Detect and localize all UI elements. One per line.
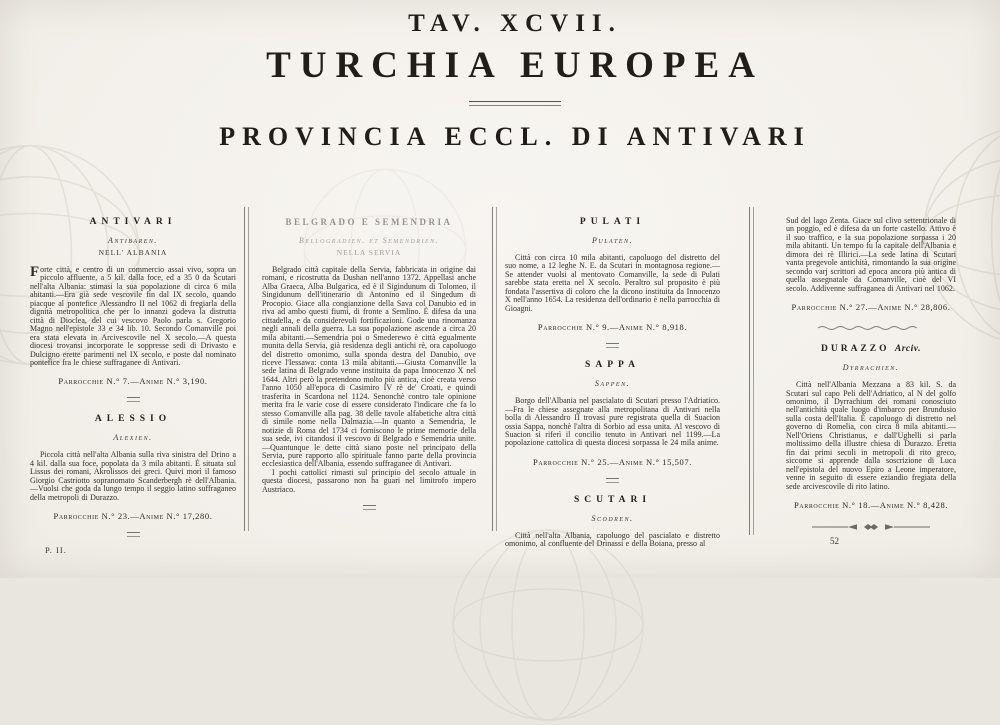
plate-number: TAV. XCVII.: [408, 10, 622, 37]
pulati-text: Città con circa 10 mila abitanti, capoluogo del distretto del suo nome, a 12 leghe N. E. da Scutari in montagnosa regione.—Se attender vuolsi al mentovato Comanville, la sede di Pulati sarebbe stata eretta nel X secolo. Peraltro sul proposito è più fondata l'assertiva di coloro che la dicono instituita da Innocenzo X nell'anno 1654. La residenza dell'ordinario è nella parrocchia di Gioagni.: [505, 253, 720, 313]
section-belgrado: [262, 217, 476, 494]
section-alessio: [30, 414, 236, 521]
region-antivari: NELL' ALBANIA: [98, 248, 168, 257]
column-divider: [492, 207, 497, 531]
section-scutari: [505, 495, 720, 549]
heading-suffix-arciv: Arciv.: [894, 344, 922, 355]
page-subtitle: PROVINCIA ECCL. DI ANTIVARI: [219, 121, 811, 151]
page-header: [30, 10, 1000, 152]
latin-name-belgrado: Bellogradien. et Semendrien.: [298, 236, 440, 245]
section-divider: [606, 478, 619, 483]
latin-name-pulati: Pulaten.: [591, 236, 633, 245]
section-divider: [127, 397, 140, 402]
latin-name-durazzo: Dyrrachien.: [842, 363, 900, 373]
antivari-text: Forte città, e centro di un commercio assai vivo, sopra un piccolo affluente, a 5 kil. dalla foce, ed a 35 0 da Scutari nell'alta Albania: stimasi la sua popolazione di circa 6 mila abitanti.—Era già sede vescovile fin dal IX secolo, quando piacque al pontefice Alessandro II nel 1062 di fregiarla della dignità metropolitica che per lo innanzi godeva la distrutta città di Dioclea, del cui vescovo Paolo parla s. Gregorio Magno nell'epistole 33 e 34 lib. 10. Secondo Comanville poi era stata elevata in Arcivescovile nel X secolo.—A questa diocesi trovansi incorporate le soppresse sedi di Drivasto e Dulcigno erette parimenti nel IX secolo, e poste dal nominato pontefice fra le chiese suffraganee di Antivari.: [30, 264, 236, 367]
column-1: [30, 205, 236, 537]
wavy-divider: [816, 325, 926, 331]
section-divider: [363, 505, 376, 510]
plate-footer-label: P. II.: [45, 545, 67, 555]
alessio-stats: Parrocchie N.° 23.—Anime N.° 17,280.: [53, 511, 213, 522]
section-divider: [606, 343, 619, 348]
column-divider: [244, 207, 249, 531]
end-ornament: [812, 523, 930, 531]
durazzo-text: Città nell'Albania Mezzana a 83 kil. S. da Scutari sul capo Peli dell'Adriatico, al N del golfo omonimo, il Dyrrachium dei romani conosciuto nell'antichità quale luogo d'imbarco per Brundusio sulla costa dell'Italia. È capoluogo di distretto nel governo di Romelia, con circa 8 mila abitanti.—Nell'Oriens Christianus, e dall'Ughelli si parla moltissimo della illustre chiesa di Durazzo. Eretta fin dai primi secoli in metropoli di rito greco, siccome si apprende dalla soscrizione di Luca nell'epistola del nuovo Epiro a Leone imperatore, venne in seguito di essere eziandio fregiata della sede arcivescovile di rito latino.: [786, 380, 956, 491]
section-durazzo: [786, 344, 956, 510]
section-heading-durazzo: DURAZZO Arciv.: [820, 344, 922, 355]
section-heading-sappa: SAPPA: [585, 360, 640, 371]
section-divider: [127, 532, 140, 537]
drop-cap: F: [30, 264, 40, 280]
section-heading-pulati: PULATI: [579, 217, 646, 227]
section-antivari: [30, 217, 236, 386]
latin-name-alessio: Alexien.: [113, 433, 153, 443]
section-heading-scutari: SCUTARI: [573, 494, 652, 505]
section-pulati: [505, 217, 720, 332]
sappa-text: Borgo dell'Albania nel pascialato di Scutari presso l'Adriatico.—Fra le chiese assegnate alla metropolitana di Antivari nella bolla di Alessandro II trovasi pure registrata quella di Suacion ossia Sappa, nonchè l'altra di Sorbio ad essa unita. Al vescovo di Suacion si riferì il concilio tenuto in Antivari nel 1199.—La popolazione cattolica di questa diocesi sorpassa le 24 mila anime.: [505, 396, 720, 448]
latin-name-sappa: Sappen.: [594, 379, 631, 389]
column-divider: [749, 207, 754, 535]
title-divider: [469, 101, 561, 106]
durazzo-stats: Parrocchie N.° 18.—Anime N.° 8,428.: [793, 499, 949, 510]
column-3: [505, 205, 720, 549]
scutari-text-end: Sud del lago Zenta. Giace sul clivo settentrionale di un poggio, ed è difesa da un forte castello. Attivo è il suo traffico, e la sua popolazione sorpassa i 20 mila abitanti. Un tempo fu la capitale dell'Albania e dimora dei rè Illirici.—La sede latina di Scutari vanta pregevole antichità, rimontando la sua origine secondo varj scrittori ad epoca ancora più antica di quella assegnatale da Comanville, cioè del VI secolo. Addivenne suffraganea di Antivari nel 1062.: [786, 216, 956, 293]
antivari-stats: Parrocchie N.° 7.—Anime N.° 3,190.: [58, 376, 208, 387]
globe-watermark-bottom: [448, 525, 648, 725]
page-number: 52: [830, 536, 839, 546]
section-heading-antivari: ANTIVARI: [89, 217, 177, 227]
sappa-stats: Parrocchie N.° 25.—Anime N.° 15,507.: [533, 456, 692, 467]
scutari-stats: Parrocchie N.° 27.—Anime N.° 28,806.: [791, 302, 951, 313]
region-belgrado: NELLA SERVIA: [336, 248, 402, 257]
section-scutari-continued: [786, 217, 956, 312]
section-heading-belgrado: BELGRADO E SEMENDRIA: [285, 217, 453, 227]
scutari-text-start: Città nell'alta Albania, capoluogo del pascialato e distretto omonimo, al confluente del Drinassi e della Boiana, presso al: [505, 530, 720, 549]
section-heading-alessio: ALESSIO: [94, 414, 172, 425]
belgrado-text-2: I pochi cattolici rimasti sul principio del secolo attuale in questa diocesi, passarono non ha guari nel limitrofo impero Austriaco.: [262, 467, 476, 494]
section-sappa: [505, 360, 720, 467]
pulati-stats: Parrocchie N.° 9.—Anime N.° 8,918.: [537, 322, 688, 333]
alessio-text: Piccola città nell'alta Albania sulla riva sinistra del Drino a 4 kil. dalla sua foce, popolata da 3 mila abitanti. È situata sul Lissus dei romani, Akrolissos dei greci. Quivi morì il famoso Giorgio Castriotto sopranomato Scanderbergh rè dell'Albania.—Vuolsi che goda da lungo tempo il seggio latino suffraganeo della metropoli di Durazzo.: [30, 450, 236, 502]
page-title: TURCHIA EUROPEA: [266, 45, 764, 86]
belgrado-text-1: Belgrado città capitale della Servia, fabbricata in origine dai romani, e ricostrutta da Dushan nell'anno 1372. Appellasi anche Alba Graeca, Alba Bulgarica, ed è il Sigindunum di Tolomeo, il Singidunum dell'itinerario di Antonino ed il Singedum di Procopio. Giace alla congianzione della Sava col Danubio ed in riva ad ambo questi fiumi, di fronte a Semlino. È difesa da una cittadella, e da considerevoli fortificazioni. Gode una rinomanza negli annali della guerra. La sua popolazione ascende a circa 20 mila abitanti.—Semendria poi o Smederewo è città egualmente munita della Servia, già residenza degli antichi rè, ora capoluogo del distretto omonimo, sulla sponda destra del Danubio, ove riceve l'Iessawa: conta 13 mila abitanti.—Giusta Comanville la sede latina di Belgrado venne instituita da papa Innocenzo X nel 1644. Altri però la pretendono molto più antica, cioè creata verso l'anno 1050 all'epoca di Casimiro IV rè de' Croati, e quindi trasferita in Scardona nel 1124. Senonchè contro tale opinione merita fra le varie cose di essere considerato l'indicare che fa lo stesso Comanville alla pag. 38 delle tavole alfabetiche altra città di simile nome nella Dalmazia.—In quanto a Semendria, le notizie di Roma del 1734 ci forniscono le prime memorie della sua sede, ivi citandosi il vescovo di Belgrado e Semendria unite.—Quantunque le dette città siano poste nel principato della Servia, pure rapporto allo spirituale fanno parte della provincia ecclesiastica dell'Albania, essendo suffraganee di Antivari.: [262, 265, 476, 469]
column-4: [786, 205, 956, 531]
latin-name-scutari: Scodren.: [591, 513, 634, 523]
column-2: [262, 205, 476, 510]
latin-name-antivari: Antibaren.: [108, 236, 158, 245]
